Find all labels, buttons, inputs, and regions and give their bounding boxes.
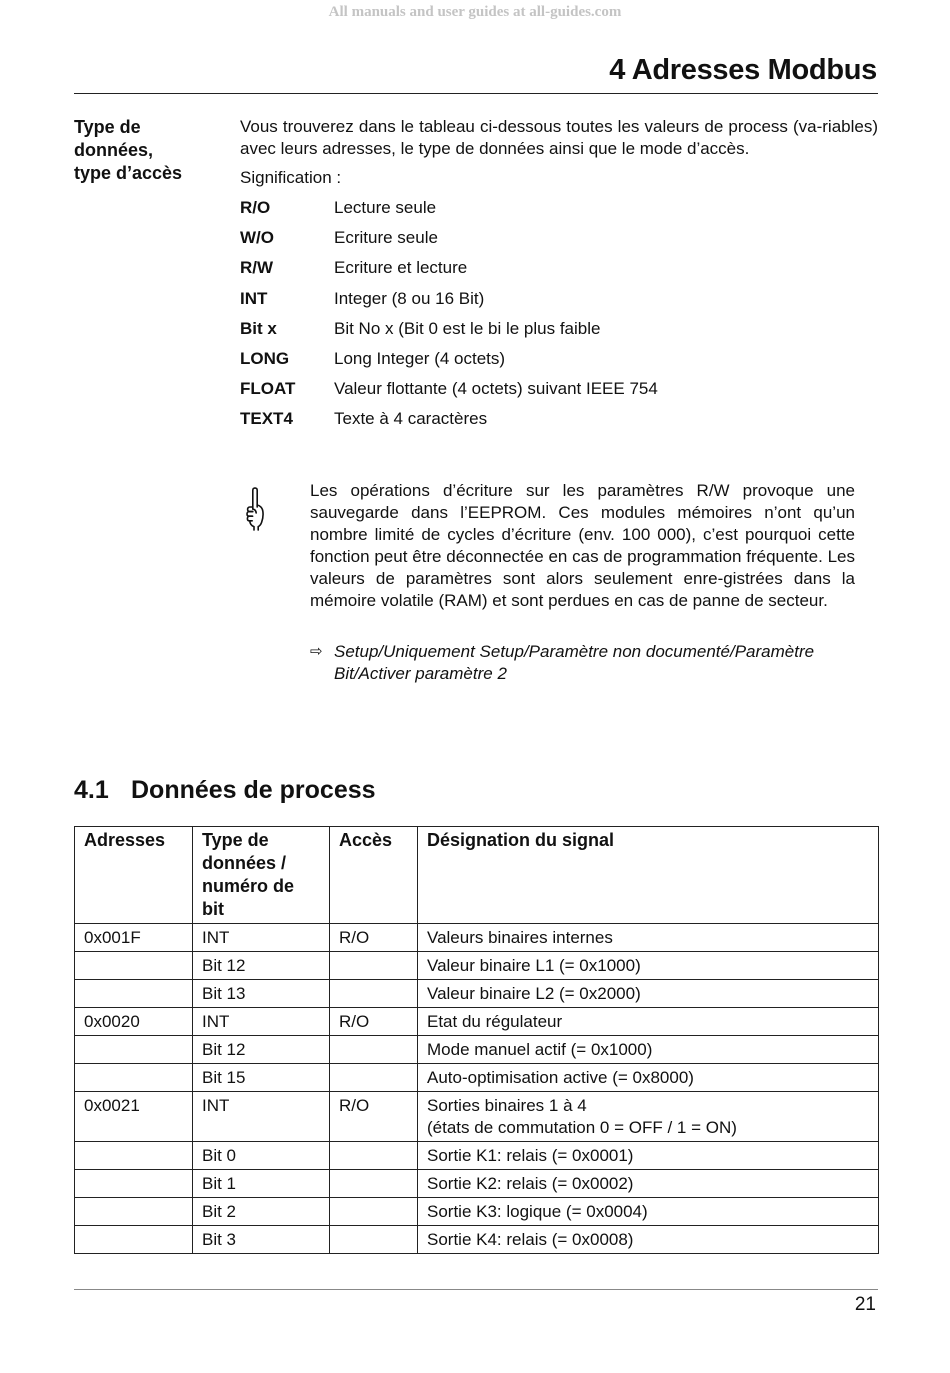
cell-type: INT <box>193 1092 330 1142</box>
cell-address <box>75 1064 193 1092</box>
cell-type: Bit 0 <box>193 1142 330 1170</box>
designation-line: (états de commutation 0 = OFF / 1 = ON) <box>427 1118 737 1137</box>
table-header-row <box>75 827 879 924</box>
table-row <box>75 1142 879 1170</box>
legend-abbr: R/W <box>240 258 274 278</box>
cell-designation <box>418 1092 879 1142</box>
cell-address <box>75 1170 193 1198</box>
legend-desc: Ecriture seule <box>334 228 438 248</box>
section-title: Données de process <box>131 776 376 804</box>
cell-type: Bit 1 <box>193 1170 330 1198</box>
intro-paragraph: Vous trouverez dans le tableau ci-dessous toutes les valeurs de process (va-riables) avec leurs adresses, le type de données ainsi que le mode d’accès. <box>240 117 878 158</box>
designation-line: Sorties binaires 1 à 4 <box>427 1096 587 1115</box>
cell-access <box>330 1036 418 1064</box>
legend-desc: Integer (8 ou 16 Bit) <box>334 288 485 308</box>
process-data-table <box>74 826 879 1254</box>
legend-abbr: FLOAT <box>240 379 296 399</box>
cell-address <box>75 1036 193 1064</box>
cell-type: Bit 3 <box>193 1226 330 1254</box>
cell-access: R/O <box>330 924 418 952</box>
side-label-line: type d’accès <box>74 163 183 183</box>
cell-access <box>330 1226 418 1254</box>
cell-type: Bit 12 <box>193 1036 330 1064</box>
table-row <box>75 1092 879 1142</box>
table-row <box>75 1170 879 1198</box>
signification-label: Signification : <box>240 168 342 187</box>
note-paragraph: Les opérations d’écriture sur les paramètres R/W provoque une sauvegarde dans l’EEPROM. Ces modules mémoires n’ont qu’un nombre limité de cycles d’écriture (env. 100 000), c’est pourquoi cette fonction peut être déconnectée en cas de programmation fréquente. Les valeurs de paramètres sont alors seulement enre-gistrées dans la mémoire volatile (RAM) et sont perdues en cas de panne de secteur. <box>310 481 855 610</box>
legend-desc: Texte à 4 caractères <box>334 409 488 429</box>
cell-designation: Sortie K2: relais (= 0x0002) <box>418 1170 879 1198</box>
legend-abbr: W/O <box>240 228 274 248</box>
legend-desc: Bit No x (Bit 0 est le bi le plus faible <box>334 318 601 338</box>
pointing-hand-icon <box>240 485 270 531</box>
cell-address <box>75 1226 193 1254</box>
cell-type: INT <box>193 1008 330 1036</box>
cell-type: Bit 12 <box>193 952 330 980</box>
section-number: 4.1 <box>74 776 109 804</box>
cell-access <box>330 1064 418 1092</box>
column-header: Désignation du signal <box>418 827 879 924</box>
table-row <box>75 952 879 980</box>
cell-address: 0x0021 <box>75 1092 193 1142</box>
legend-desc: Lecture seule <box>334 198 437 217</box>
column-header: Adresses <box>75 827 193 924</box>
cell-designation: Valeur binaire L1 (= 0x1000) <box>418 952 879 980</box>
cell-access <box>330 980 418 1008</box>
cell-designation: Valeur binaire L2 (= 0x2000) <box>418 980 879 1008</box>
setup-path-text: Setup/Uniquement Setup/Paramètre non documenté/Paramètre Bit/Activer paramètre 2 <box>334 642 815 683</box>
cell-access: R/O <box>330 1092 418 1142</box>
cell-address <box>75 1198 193 1226</box>
cell-address: 0x001F <box>75 924 193 952</box>
table-row <box>75 1064 879 1092</box>
legend-desc: Valeur flottante (4 octets) suivant IEEE 754 <box>334 379 658 399</box>
chapter-title: 4 Adresses Modbus <box>609 54 877 86</box>
header-rule <box>74 93 878 94</box>
legend-abbr: TEXT4 <box>240 409 293 429</box>
table-row <box>75 980 879 1008</box>
cell-access <box>330 1142 418 1170</box>
cell-designation: Sortie K1: relais (= 0x0001) <box>418 1142 879 1170</box>
cell-address <box>75 980 193 1008</box>
cell-type: Bit 15 <box>193 1064 330 1092</box>
cell-access <box>330 1198 418 1226</box>
legend-desc: Long Integer (4 octets) <box>334 348 506 368</box>
legend-abbr: LONG <box>240 348 290 368</box>
column-header: Accès <box>330 827 418 924</box>
table-row <box>75 1226 879 1254</box>
cell-type: INT <box>193 924 330 952</box>
cell-address: 0x0020 <box>75 1008 193 1036</box>
cell-address <box>75 952 193 980</box>
cell-type: Bit 2 <box>193 1198 330 1226</box>
side-label-line: Type de <box>74 117 141 137</box>
cell-designation: Valeurs binaires internes <box>418 924 879 952</box>
cell-access: R/O <box>330 1008 418 1036</box>
table-row <box>75 1198 879 1226</box>
cell-access <box>330 952 418 980</box>
watermark: All manuals and user guides at all-guides.com <box>328 4 622 20</box>
column-header: Type de données / numéro de bit <box>193 827 330 924</box>
cell-address <box>75 1142 193 1170</box>
cell-designation: Sortie K3: logique (= 0x0004) <box>418 1198 879 1226</box>
section-heading <box>74 776 376 805</box>
setup-path <box>310 641 870 685</box>
legend-abbr: INT <box>240 288 268 308</box>
legend-abbr: R/O <box>240 198 271 217</box>
side-label-line: données, <box>74 140 154 160</box>
cell-access <box>330 1170 418 1198</box>
page-number: 21 <box>854 1294 876 1315</box>
arrow-right-icon: ⇨ <box>310 643 323 660</box>
cell-type: Bit 13 <box>193 980 330 1008</box>
cell-designation: Mode manuel actif (= 0x1000) <box>418 1036 879 1064</box>
cell-designation: Etat du régulateur <box>418 1008 879 1036</box>
table-row <box>75 924 879 952</box>
legend-abbr: Bit x <box>240 318 277 338</box>
footer-rule <box>74 1289 878 1290</box>
legend-desc: Ecriture et lecture <box>334 258 468 278</box>
cell-designation: Sortie K4: relais (= 0x0008) <box>418 1226 879 1254</box>
side-label <box>74 116 224 185</box>
cell-designation: Auto-optimisation active (= 0x8000) <box>418 1064 879 1092</box>
table-row <box>75 1036 879 1064</box>
table-row <box>75 1008 879 1036</box>
